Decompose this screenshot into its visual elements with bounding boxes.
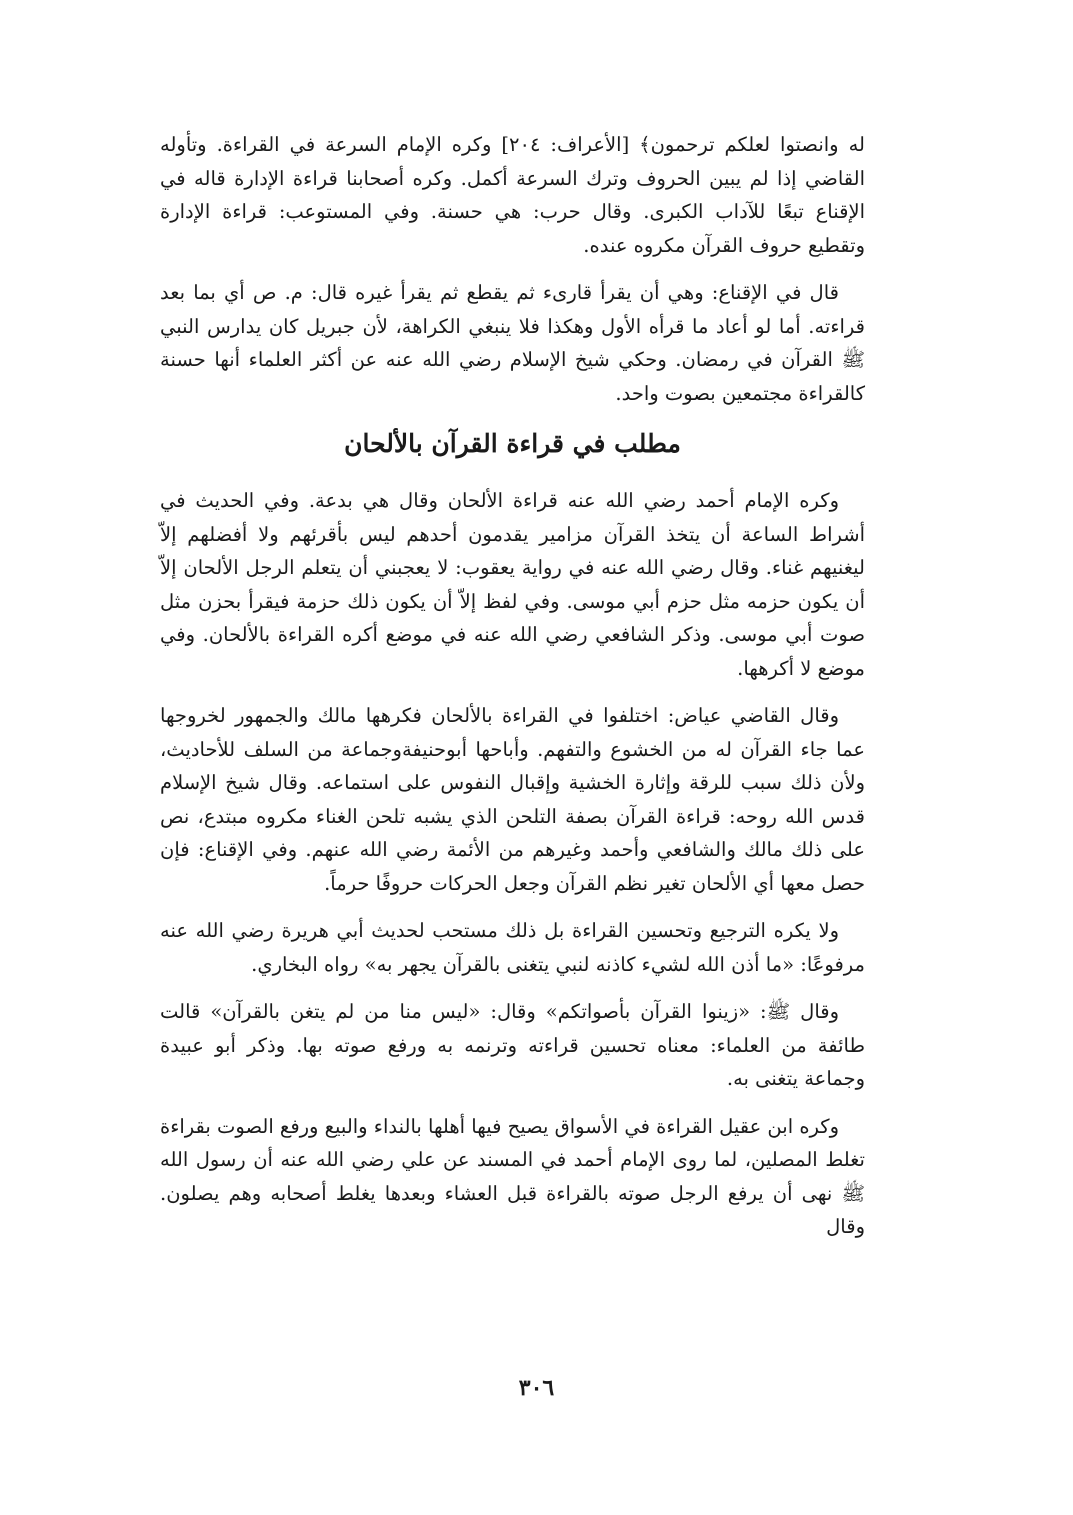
page-body — [160, 128, 865, 1258]
paragraph: وكره الإمام أحمد رضي الله عنه قراءة الألحان وقال هي بدعة. وفي الحديث في أشراط الساعة أن يتخذ القرآن مزامير يقدمون أحدهم ليس بأقرئهم ولا أفضلهم إلاّ ليغنيهم غناء. وقال رضي الله عنه في رواية يعقوب: لا يعجبني أن يتعلم الرجل الألحان إلاّ أن يكون حزمه مثل حزم أبي موسى. وفي لفظ إلاّ أن يكون ذلك حزمة فيقرأ بحزن مثل صوت أبي موسى. وذكر الشافعي رضي الله عنه في موضع أكره القراءة بالألحان. وفي موضع لا أكرهها. — [160, 489, 865, 680]
paragraph: وقال ﷺ: «زينوا القرآن بأصواتكم» وقال: «ليس منا من لم يتغن بالقرآن» قالت طائفة من العلماء: معناه تحسين قراءته وترنمه به ورفع صوته بها. وذكر أبو عبيدة وجماعة يتغنى به. — [160, 1000, 865, 1090]
paragraph: وكره ابن عقيل القراءة في الأسواق يصيح فيها أهلها بالنداء والبيع ورفع الصوت بقراءة تغلط المصلين، لما روى الإمام أحمد في المسند عن علي رضي الله عنه أن رسول الله ﷺ نهى أن يرفع الرجل صوته بالقراءة قبل العشاء وبعدها يغلط أصحابه وهم يصلون. وقال — [159, 1114, 865, 1238]
paragraph: قال في الإقناع: وهي أن يقرأ قارىء ثم يقطع ثم يقرأ غيره قال: م. ص أي بما بعد قراءته. أما لو أعاد ما قرأه الأول وهكذا فلا ينبغي الكراهة، لأن جبريل كان يدارس النبي ﷺ القرآن في رمضان. وحكي شيخ الإسلام رضي الله عنه عن أكثر العلماء أنها حسنة كالقراءة مجتمعين بصوت واحد. — [160, 281, 865, 405]
paragraph: له وانصتوا لعلكم ترحمون﴾ [الأعراف: ٢٠٤] وكره الإمام السرعة في القراءة. وتأوله القاضي إذا لم يبين الحروف وترك السرعة أكمل. وكره أصحابنا قراءة الإدارة قاله في الإقناع تبعًا للآداب الكبرى. وقال حرب: هي حسنة. وفي المستوعب: قراءة الإدارة وتقطيع حروف القرآن مكروه عنده. — [160, 133, 865, 257]
page-number: ٣٠٦ — [518, 1375, 555, 1401]
section-heading: مطلب في قراءة القرآن بالألحان — [344, 429, 681, 458]
paragraph: ولا يكره الترجيع وتحسين القراءة بل ذلك مستحب لحديث أبي هريرة رضي الله عنه مرفوعًا: «ما أذن الله لشيء كاذنه لنبي يتغنى بالقرآن يجهر به» رواه البخاري. — [160, 919, 865, 976]
paragraph: وقال القاضي عياض: اختلفوا في القراءة بالألحان فكرهها مالك والجمهور لخروجها عما جاء القرآن له من الخشوع والتفهم. وأباحها أبوحنيفةوجماعة من السلف للأحاديث، ولأن ذلك سبب للرقة وإثارة الخشية وإقبال النفوس على استماعه. وقال شيخ الإسلام قدس الله روحه: قراءة القرآن بصفة التلحن الذي يشبه تلحن الغناء مكروه مبتدع، نص على ذلك مالك والشافعي وأحمد وغيرهم من الأئمة رضي الله عنهم. وفي الإقناع: فإن حصل معها أي الألحان تغير نظم القرآن وجعل الحركات حروفًا حرماً. — [160, 704, 865, 895]
